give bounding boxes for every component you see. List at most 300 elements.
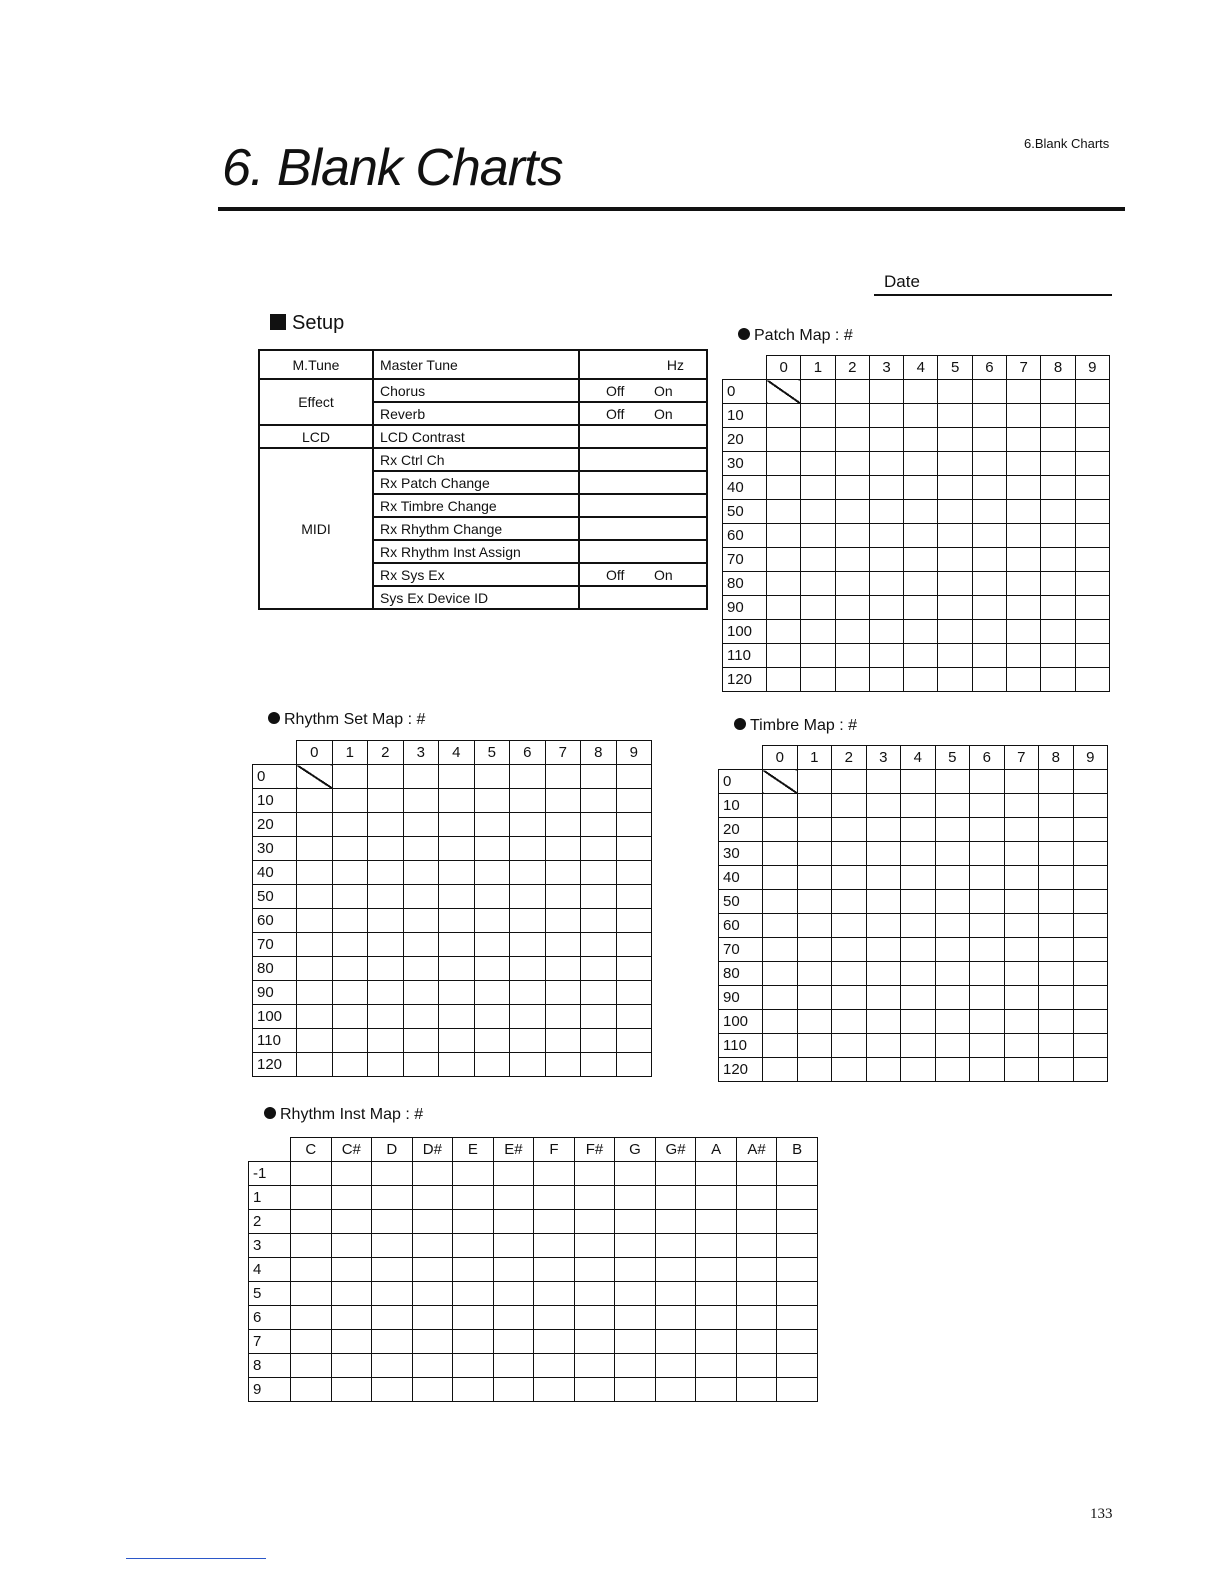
- map-cell: [938, 620, 972, 644]
- title-rule: [218, 207, 1125, 211]
- setup-label-chorus: Chorus: [373, 379, 579, 402]
- page-number: 133: [1090, 1506, 1113, 1522]
- map-cell: [655, 1282, 696, 1306]
- map-cell: [297, 885, 333, 909]
- map-row: [723, 644, 1110, 668]
- map-cell: [901, 986, 936, 1010]
- map-cell: [616, 813, 652, 837]
- map-cell: [763, 1058, 798, 1082]
- map-cell: [1041, 548, 1075, 572]
- map-column-header: G: [615, 1138, 656, 1162]
- map-cell: [332, 837, 368, 861]
- map-cell: [972, 476, 1006, 500]
- map-cell: [412, 1306, 453, 1330]
- map-cell: [832, 842, 867, 866]
- map-cell: [767, 380, 801, 404]
- map-row-label: 50: [253, 885, 297, 909]
- setup-row-lcd-contrast: [259, 425, 707, 448]
- map-row-label: 100: [723, 620, 767, 644]
- map-column-header: D: [372, 1138, 413, 1162]
- map-cell: [1004, 938, 1039, 962]
- map-column-header: 4: [904, 356, 938, 380]
- map-cell: [1041, 380, 1075, 404]
- map-cell: [332, 1029, 368, 1053]
- map-cell: [403, 885, 439, 909]
- map-cell: [1075, 644, 1109, 668]
- map-cell: [1041, 404, 1075, 428]
- map-cell: [331, 1378, 372, 1402]
- map-column-header: 0: [297, 741, 333, 765]
- map-cell: [797, 818, 832, 842]
- map-cell: [938, 572, 972, 596]
- map-column-header: 5: [935, 746, 970, 770]
- map-cell: [797, 890, 832, 914]
- map-row-label: 110: [723, 644, 767, 668]
- map-cell: [615, 1330, 656, 1354]
- map-cell: [372, 1210, 413, 1234]
- map-row: [723, 620, 1110, 644]
- map-row-label: 10: [723, 404, 767, 428]
- setup-label-rx-patch-change: Rx Patch Change: [373, 471, 579, 494]
- map-row-label: 80: [253, 957, 297, 981]
- map-cell: [615, 1186, 656, 1210]
- map-row: [719, 1034, 1108, 1058]
- setup-label-reverb: Reverb: [373, 402, 579, 425]
- map-cell: [869, 572, 903, 596]
- map-cell: [696, 1378, 737, 1402]
- map-cell: [372, 1186, 413, 1210]
- map-cell: [616, 861, 652, 885]
- map-cell: [581, 933, 617, 957]
- map-cell: [777, 1330, 818, 1354]
- map-cell: [655, 1210, 696, 1234]
- map-cell: [970, 962, 1005, 986]
- map-row-label: 30: [719, 842, 763, 866]
- map-column-header: 7: [1004, 746, 1039, 770]
- map-row-label: 70: [719, 938, 763, 962]
- map-cell: [616, 837, 652, 861]
- map-cell: [291, 1306, 332, 1330]
- map-cell: [655, 1162, 696, 1186]
- map-cell: [439, 1005, 475, 1029]
- map-cell: [777, 1378, 818, 1402]
- map-cell: [970, 890, 1005, 914]
- map-cell: [935, 866, 970, 890]
- map-column-header: 7: [545, 741, 581, 765]
- map-cell: [616, 789, 652, 813]
- map-cell: [1073, 818, 1108, 842]
- map-cell: [767, 428, 801, 452]
- map-cell: [1039, 938, 1074, 962]
- map-row: [253, 1029, 652, 1053]
- map-row: [249, 1258, 818, 1282]
- map-cell: [403, 981, 439, 1005]
- map-cell: [935, 842, 970, 866]
- map-cell: [1007, 404, 1041, 428]
- map-row: [253, 789, 652, 813]
- map-cell: [331, 1234, 372, 1258]
- setup-row-master-tune: [259, 350, 707, 379]
- map-column-header: F#: [574, 1138, 615, 1162]
- map-cell: [545, 1053, 581, 1077]
- map-row-label: 7: [249, 1330, 291, 1354]
- map-cell: [970, 1034, 1005, 1058]
- map-cell: [1007, 476, 1041, 500]
- map-column-header: 2: [368, 741, 404, 765]
- map-cell: [970, 1010, 1005, 1034]
- map-cell: [332, 909, 368, 933]
- map-cell: [297, 981, 333, 1005]
- map-cell: [1073, 962, 1108, 986]
- map-cell: [368, 957, 404, 981]
- map-cell: [1075, 548, 1109, 572]
- map-cell: [545, 957, 581, 981]
- map-cell: [904, 428, 938, 452]
- map-row: [249, 1234, 818, 1258]
- setup-value-rx-rhythm-inst-assign: [579, 540, 707, 563]
- map-cell: [291, 1330, 332, 1354]
- map-cell: [866, 986, 901, 1010]
- map-row-label: 20: [719, 818, 763, 842]
- map-row: [253, 813, 652, 837]
- map-row: [249, 1282, 818, 1306]
- map-cell: [297, 813, 333, 837]
- map-cell: [297, 909, 333, 933]
- map-cell: [453, 1162, 494, 1186]
- map-cell: [332, 1053, 368, 1077]
- setup-label-lcd-contrast: LCD Contrast: [373, 425, 579, 448]
- map-cell: [1075, 476, 1109, 500]
- map-cell: [801, 548, 835, 572]
- map-column-header: 5: [474, 741, 510, 765]
- map-cell: [510, 909, 546, 933]
- map-cell: [972, 668, 1006, 692]
- map-row: [249, 1306, 818, 1330]
- map-cell: [832, 866, 867, 890]
- map-row: [249, 1162, 818, 1186]
- map-cell: [938, 548, 972, 572]
- map-cell: [835, 620, 869, 644]
- map-column-header: 5: [938, 356, 972, 380]
- map-cell: [403, 813, 439, 837]
- map-cell: [696, 1354, 737, 1378]
- map-cell: [453, 1330, 494, 1354]
- map-cell: [331, 1282, 372, 1306]
- map-column-header: 3: [403, 741, 439, 765]
- map-cell: [1075, 452, 1109, 476]
- map-cell: [581, 909, 617, 933]
- map-cell: [797, 866, 832, 890]
- map-cell: [832, 938, 867, 962]
- setup-value-rx-ctrl-ch: [579, 448, 707, 471]
- map-cell: [970, 842, 1005, 866]
- map-cell: [493, 1354, 534, 1378]
- rhythm-inst-map-grid: [248, 1137, 818, 1402]
- map-row: [723, 500, 1110, 524]
- map-row-label: -1: [249, 1162, 291, 1186]
- setup-value-lcd-contrast: [579, 425, 707, 448]
- map-cell: [1004, 818, 1039, 842]
- map-cell: [372, 1306, 413, 1330]
- map-row-label: 10: [253, 789, 297, 813]
- map-row: [249, 1354, 818, 1378]
- map-cell: [545, 837, 581, 861]
- setup-category-lcd: LCD: [259, 425, 373, 448]
- map-cell: [777, 1354, 818, 1378]
- map-header-row: [253, 741, 652, 765]
- map-cell: [904, 596, 938, 620]
- rhythm-set-map-heading: Rhythm Set Map : #: [268, 711, 425, 729]
- map-cell: [615, 1306, 656, 1330]
- map-cell: [801, 620, 835, 644]
- map-cell: [797, 986, 832, 1010]
- map-cell: [372, 1330, 413, 1354]
- map-cell: [696, 1306, 737, 1330]
- setup-label-rx-ctrl-ch: Rx Ctrl Ch: [373, 448, 579, 471]
- map-cell: [474, 933, 510, 957]
- map-cell: [935, 986, 970, 1010]
- map-cell: [835, 644, 869, 668]
- round-bullet-icon: [738, 328, 750, 340]
- map-cell: [801, 404, 835, 428]
- map-row-label: 70: [723, 548, 767, 572]
- setup-category-midi: MIDI: [259, 448, 373, 609]
- map-row: [723, 548, 1110, 572]
- map-cell: [767, 500, 801, 524]
- map-cell: [655, 1354, 696, 1378]
- map-cell: [736, 1258, 777, 1282]
- map-cell: [835, 476, 869, 500]
- map-cell: [801, 380, 835, 404]
- map-cell: [832, 770, 867, 794]
- map-cell: [331, 1210, 372, 1234]
- map-column-header: 1: [797, 746, 832, 770]
- map-cell: [574, 1354, 615, 1378]
- map-corner: [723, 356, 767, 380]
- map-cell: [545, 789, 581, 813]
- map-column-header: D#: [412, 1138, 453, 1162]
- map-cell: [832, 1010, 867, 1034]
- map-cell: [736, 1234, 777, 1258]
- map-cell: [763, 914, 798, 938]
- map-cell: [767, 668, 801, 692]
- map-cell: [331, 1258, 372, 1282]
- map-cell: [534, 1330, 575, 1354]
- map-cell: [763, 866, 798, 890]
- map-cell: [901, 770, 936, 794]
- map-row-label: 100: [719, 1010, 763, 1034]
- map-cell: [291, 1282, 332, 1306]
- map-cell: [581, 1029, 617, 1053]
- map-cell: [901, 866, 936, 890]
- map-cell: [970, 938, 1005, 962]
- map-column-header: 7: [1007, 356, 1041, 380]
- map-cell: [615, 1234, 656, 1258]
- map-cell: [291, 1354, 332, 1378]
- map-cell: [832, 986, 867, 1010]
- map-cell: [972, 428, 1006, 452]
- map-cell: [1007, 380, 1041, 404]
- map-cell: [412, 1282, 453, 1306]
- map-cell: [866, 866, 901, 890]
- map-cell: [1004, 914, 1039, 938]
- map-cell: [901, 938, 936, 962]
- map-cell: [904, 572, 938, 596]
- map-row-label: 8: [249, 1354, 291, 1378]
- map-cell: [616, 909, 652, 933]
- map-cell: [291, 1378, 332, 1402]
- map-cell: [763, 1034, 798, 1058]
- map-cell: [1007, 524, 1041, 548]
- map-cell: [616, 885, 652, 909]
- map-cell: [938, 452, 972, 476]
- map-cell: [1007, 500, 1041, 524]
- map-cell: [1073, 866, 1108, 890]
- map-cell: [403, 789, 439, 813]
- map-cell: [412, 1354, 453, 1378]
- map-cell: [736, 1306, 777, 1330]
- map-cell: [372, 1282, 413, 1306]
- map-cell: [574, 1162, 615, 1186]
- map-cell: [801, 428, 835, 452]
- map-column-header: F: [534, 1138, 575, 1162]
- map-column-header: B: [777, 1138, 818, 1162]
- map-cell: [970, 914, 1005, 938]
- map-cell: [869, 500, 903, 524]
- rhythm-inst-map-heading: Rhythm Inst Map : #: [264, 1106, 423, 1124]
- map-cell: [412, 1378, 453, 1402]
- map-row-label: 3: [249, 1234, 291, 1258]
- map-cell: [574, 1378, 615, 1402]
- map-cell: [615, 1162, 656, 1186]
- map-cell: [493, 1378, 534, 1402]
- map-cell: [1004, 1058, 1039, 1082]
- map-cell: [904, 620, 938, 644]
- map-cell: [581, 1005, 617, 1029]
- map-cell: [412, 1162, 453, 1186]
- map-cell: [615, 1258, 656, 1282]
- map-cell: [970, 770, 1005, 794]
- map-row-label: 90: [253, 981, 297, 1005]
- map-cell: [545, 933, 581, 957]
- map-column-header: G#: [655, 1138, 696, 1162]
- map-cell: [616, 1053, 652, 1077]
- map-corner: [253, 741, 297, 765]
- map-row-label: 110: [719, 1034, 763, 1058]
- round-bullet-icon: [264, 1107, 276, 1119]
- map-cell: [616, 1029, 652, 1053]
- map-cell: [453, 1354, 494, 1378]
- map-row: [719, 1010, 1108, 1034]
- map-cell: [474, 885, 510, 909]
- map-cell: [545, 909, 581, 933]
- map-row: [253, 837, 652, 861]
- map-row-label: 60: [723, 524, 767, 548]
- map-row-label: 60: [253, 909, 297, 933]
- map-cell: [1039, 914, 1074, 938]
- map-cell: [439, 1029, 475, 1053]
- map-cell: [938, 428, 972, 452]
- map-row: [249, 1186, 818, 1210]
- map-cell: [615, 1354, 656, 1378]
- map-cell: [801, 500, 835, 524]
- map-cell: [767, 452, 801, 476]
- map-cell: [777, 1210, 818, 1234]
- map-cell: [901, 962, 936, 986]
- map-cell: [545, 885, 581, 909]
- map-cell: [331, 1186, 372, 1210]
- map-cell: [574, 1258, 615, 1282]
- map-row-label: 0: [719, 770, 763, 794]
- map-row-label: 90: [723, 596, 767, 620]
- map-cell: [510, 789, 546, 813]
- map-cell: [332, 765, 368, 789]
- map-row: [723, 380, 1110, 404]
- map-cell: [474, 861, 510, 885]
- map-cell: [616, 765, 652, 789]
- map-row: [719, 986, 1108, 1010]
- map-row-label: 40: [723, 476, 767, 500]
- map-cell: [439, 909, 475, 933]
- map-row: [719, 818, 1108, 842]
- map-row-label: 20: [723, 428, 767, 452]
- map-cell: [545, 813, 581, 837]
- map-cell: [534, 1162, 575, 1186]
- map-row-label: 100: [253, 1005, 297, 1029]
- map-cell: [904, 524, 938, 548]
- map-cell: [736, 1162, 777, 1186]
- map-cell: [835, 380, 869, 404]
- map-cell: [474, 837, 510, 861]
- map-cell: [332, 981, 368, 1005]
- map-cell: [332, 885, 368, 909]
- map-cell: [835, 404, 869, 428]
- map-cell: [866, 962, 901, 986]
- map-cell: [869, 428, 903, 452]
- map-cell: [1041, 428, 1075, 452]
- map-cell: [696, 1330, 737, 1354]
- map-cell: [453, 1210, 494, 1234]
- map-cell: [801, 452, 835, 476]
- map-cell: [1039, 818, 1074, 842]
- date-label: Date: [884, 272, 920, 291]
- map-cell: [1073, 794, 1108, 818]
- map-cell: [763, 962, 798, 986]
- map-column-header: 1: [332, 741, 368, 765]
- map-cell: [534, 1378, 575, 1402]
- map-cell: [835, 452, 869, 476]
- map-cell: [869, 476, 903, 500]
- map-cell: [797, 842, 832, 866]
- map-cell: [545, 765, 581, 789]
- map-cell: [368, 861, 404, 885]
- map-cell: [935, 938, 970, 962]
- map-cell: [832, 1034, 867, 1058]
- map-cell: [616, 933, 652, 957]
- map-cell: [474, 957, 510, 981]
- map-cell: [297, 1005, 333, 1029]
- map-cell: [297, 1053, 333, 1077]
- patch-map-heading: Patch Map : #: [738, 327, 853, 345]
- map-cell: [574, 1210, 615, 1234]
- timbre-map-grid: [718, 745, 1108, 1082]
- map-cell: [534, 1186, 575, 1210]
- map-cell: [368, 885, 404, 909]
- map-row: [723, 524, 1110, 548]
- setup-row-chorus: [259, 379, 707, 402]
- map-cell: [1004, 890, 1039, 914]
- map-cell: [972, 524, 1006, 548]
